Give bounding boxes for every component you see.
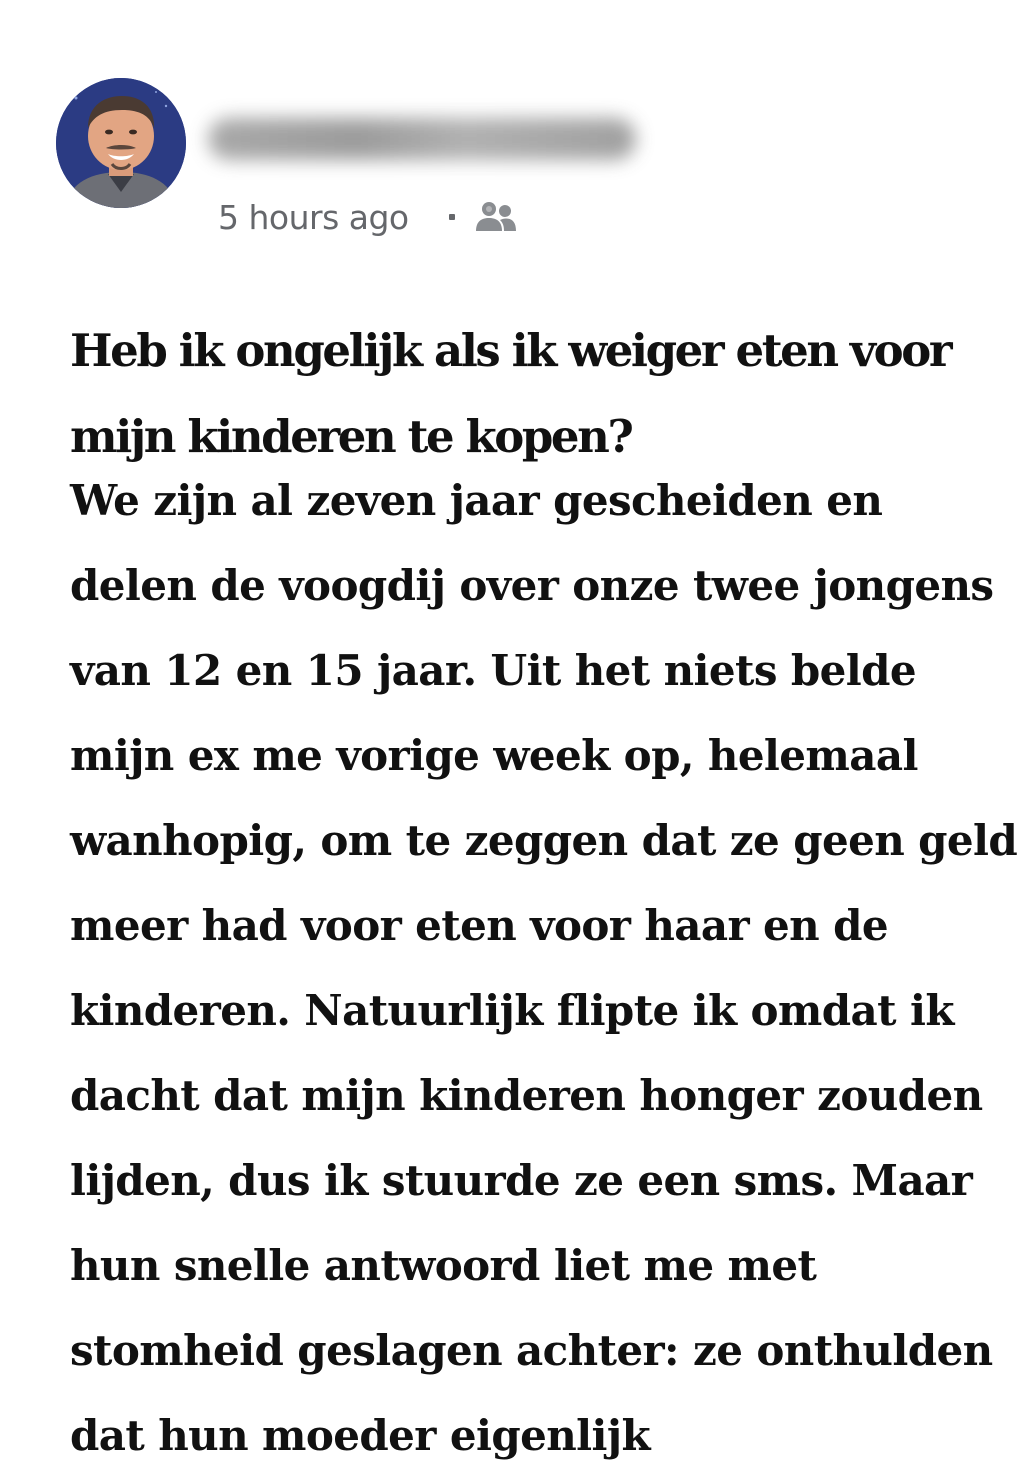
separator-dot bbox=[449, 214, 455, 220]
author-avatar[interactable] bbox=[56, 78, 186, 208]
post-body: We zijn al zeven jaar gescheiden en delen de voogdij over onze twee jongens van 12 en 15 jaar. Uit het niets belde mijn ex me vorige week op, helemaal wanhopig, om te zeggen dat ze geen geld meer had voor eten voor haar en de kinderen. Natuurlijk flipte ik omdat ik dacht dat mijn kinderen honger zouden lijden, dus ik stuurde ze een sms. Maar hun snelle antwoord liet me met stomheid geslagen achter: ze onthulden dat hun moeder eigenlijk bbox=[70, 476, 1018, 1460]
friends-icon[interactable] bbox=[473, 197, 519, 237]
post-timestamp[interactable]: 5 hours ago bbox=[218, 197, 409, 237]
avatar-image bbox=[56, 78, 186, 208]
post-meta bbox=[218, 194, 519, 240]
post-headline: Heb ik ongelijk als ik weiger eten voor mijn kinderen te kopen? bbox=[70, 324, 951, 463]
friends-icon-glyph bbox=[473, 197, 519, 237]
author-name[interactable] bbox=[208, 118, 636, 160]
